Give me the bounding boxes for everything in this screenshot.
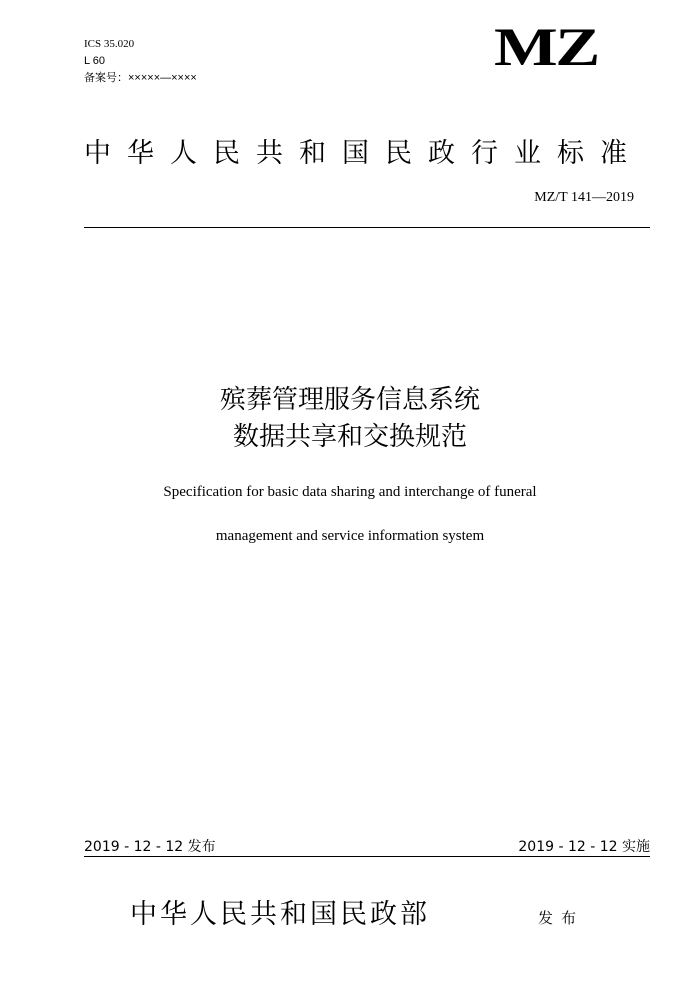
top-divider <box>84 227 650 228</box>
standard-title: 中华人民共和国民政行业标准 <box>84 138 643 169</box>
document-title-en-line1: Specification for basic data sharing and interchange of funeral <box>163 484 537 500</box>
issuing-authority: 中华人民共和国民政部 <box>130 899 430 930</box>
filing-number: 备案号：×××××—×××× <box>84 72 197 84</box>
document-title-cn-line2: 数据共享和交换规范 <box>232 422 467 452</box>
implementation-date: 2019 - 12 - 12 实施 <box>518 839 650 855</box>
issue-action: 发布 <box>538 909 585 927</box>
classification-code: L 60 <box>84 55 106 67</box>
bottom-divider <box>84 856 650 857</box>
document-title-cn-line1: 殡葬管理服务信息系统 <box>219 385 480 415</box>
mz-logo: MZ <box>494 17 598 77</box>
document-title-en-line2: management and service information system <box>215 528 485 544</box>
standard-number: MZ/T 141—2019 <box>534 190 634 205</box>
issue-date: 2019 - 12 - 12 发布 <box>84 839 216 855</box>
ics-code: ICS 35.020 <box>84 38 135 50</box>
